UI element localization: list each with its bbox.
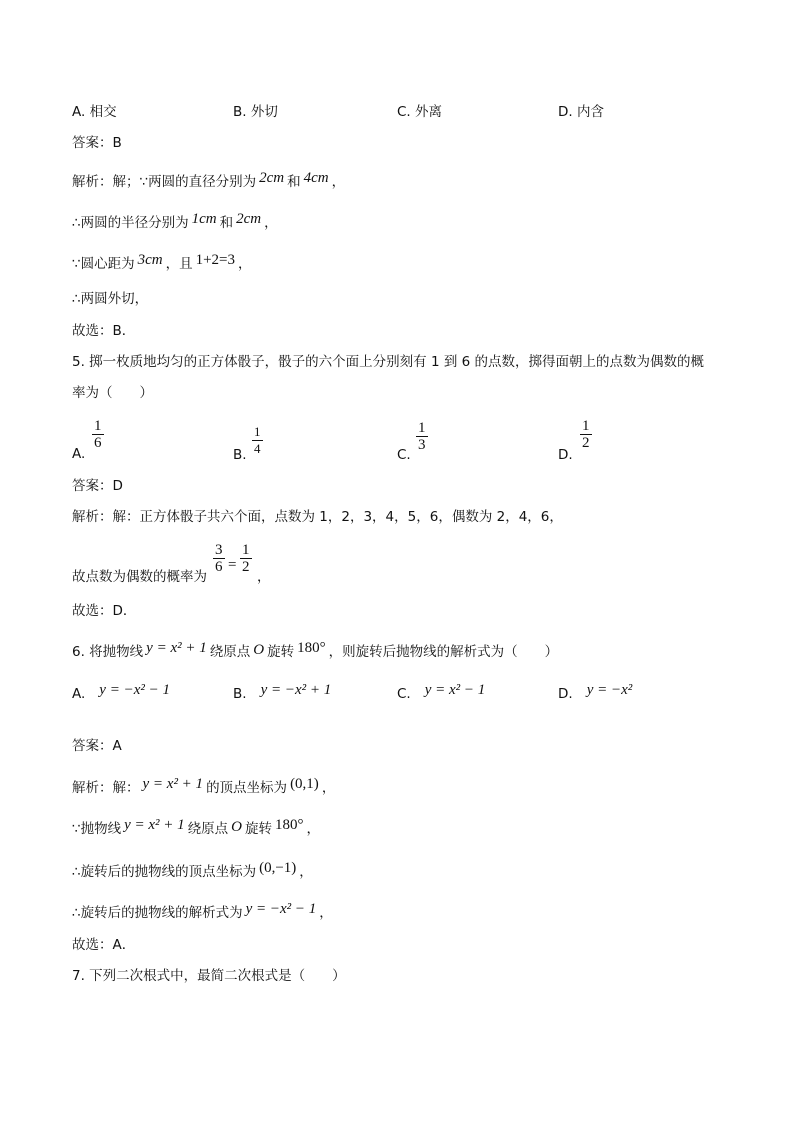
q6-stem: 6. 将抛物线 y = x² + 1 绕原点 O 旋转 180° ，则旋转后抛物线的解析式为（ ） [72,640,559,660]
q6-answer: 答案：A [72,738,122,754]
q6-option-a: A. y = −x² − 1 [72,682,170,702]
q5-stem-line-2: 率为（ ） [72,385,153,401]
q5-solution-line-2-text: 故点数为偶数的概率为 [72,569,207,585]
q4-solution-line-4: ∴两圆外切， [72,291,149,307]
q5-option-d-fraction: 1 2 [582,418,590,451]
q4-solution-line-3: ∵圆心距为 3cm ，且 1+2=3 ， [72,252,252,272]
q5-option-c-letter: C. [397,447,411,463]
q5-option-b-letter: B. [233,447,247,463]
q6-option-c: C. y = x² − 1 [397,682,486,702]
q6-option-d: D. y = −x² [558,682,633,702]
q5-stem-line-1: 5. 掷一枚质地均匀的正方体骰子，骰子的六个面上分别刻有 1 到 6 的点数，掷得面朝上的点数为偶数的概 [72,354,705,370]
q6-option-b: B. y = −x² + 1 [233,682,332,702]
q5-solution-equals: = [228,557,237,573]
q6-solution-line-2: ∵抛物线 y = x² + 1 绕原点 O 旋转 180° ， [72,817,320,837]
q4-conclusion: 故选：B． [72,323,136,339]
q4-option-a: A. 相交 [72,104,117,120]
q6-solution-line-1: 解析：解： y = x² + 1 的顶点坐标为 (0,1) ， [72,776,336,796]
q4-solution-line-1: 解析：解；∵两圆的直径分别为 2cm 和 4cm ， [72,170,346,190]
q6-conclusion: 故选：A． [72,937,136,953]
q4-answer: 答案：B [72,135,122,151]
q5-option-d-letter: D. [558,447,573,463]
q4-option-c: C. 外离 [397,104,443,120]
q4-solution-line-2: ∴两圆的半径分别为 1cm 和 2cm ， [72,211,278,231]
q5-option-b-fraction: 1 4 [254,424,261,456]
q4-option-d: D. 内含 [558,104,604,120]
q5-option-a-fraction: 1 6 [94,418,102,451]
q5-solution-comma: ， [257,569,271,585]
q5-conclusion: 故选：D． [72,603,137,619]
q5-answer: 答案：D [72,478,123,494]
q5-solution-fraction-2: 1 2 [242,542,250,575]
q6-solution-line-3: ∴旋转后的抛物线的顶点坐标为 (0,−1) ， [72,860,313,880]
q5-solution-fraction-1: 3 6 [215,542,223,575]
q4-option-b: B. 外切 [233,104,278,120]
q5-solution-line-1: 解析：解：正方体骰子共六个面，点数为 1，2，3，4，5，6，偶数为 2，4，6， [72,509,563,525]
q5-option-a-letter: A. [72,446,86,462]
q6-solution-line-4: ∴旋转后的抛物线的解析式为 y = −x² − 1 ， [72,901,333,921]
q5-option-c-fraction: 1 3 [418,420,426,453]
q7-stem: 7. 下列二次根式中，最简二次根式是（ ） [72,968,346,984]
